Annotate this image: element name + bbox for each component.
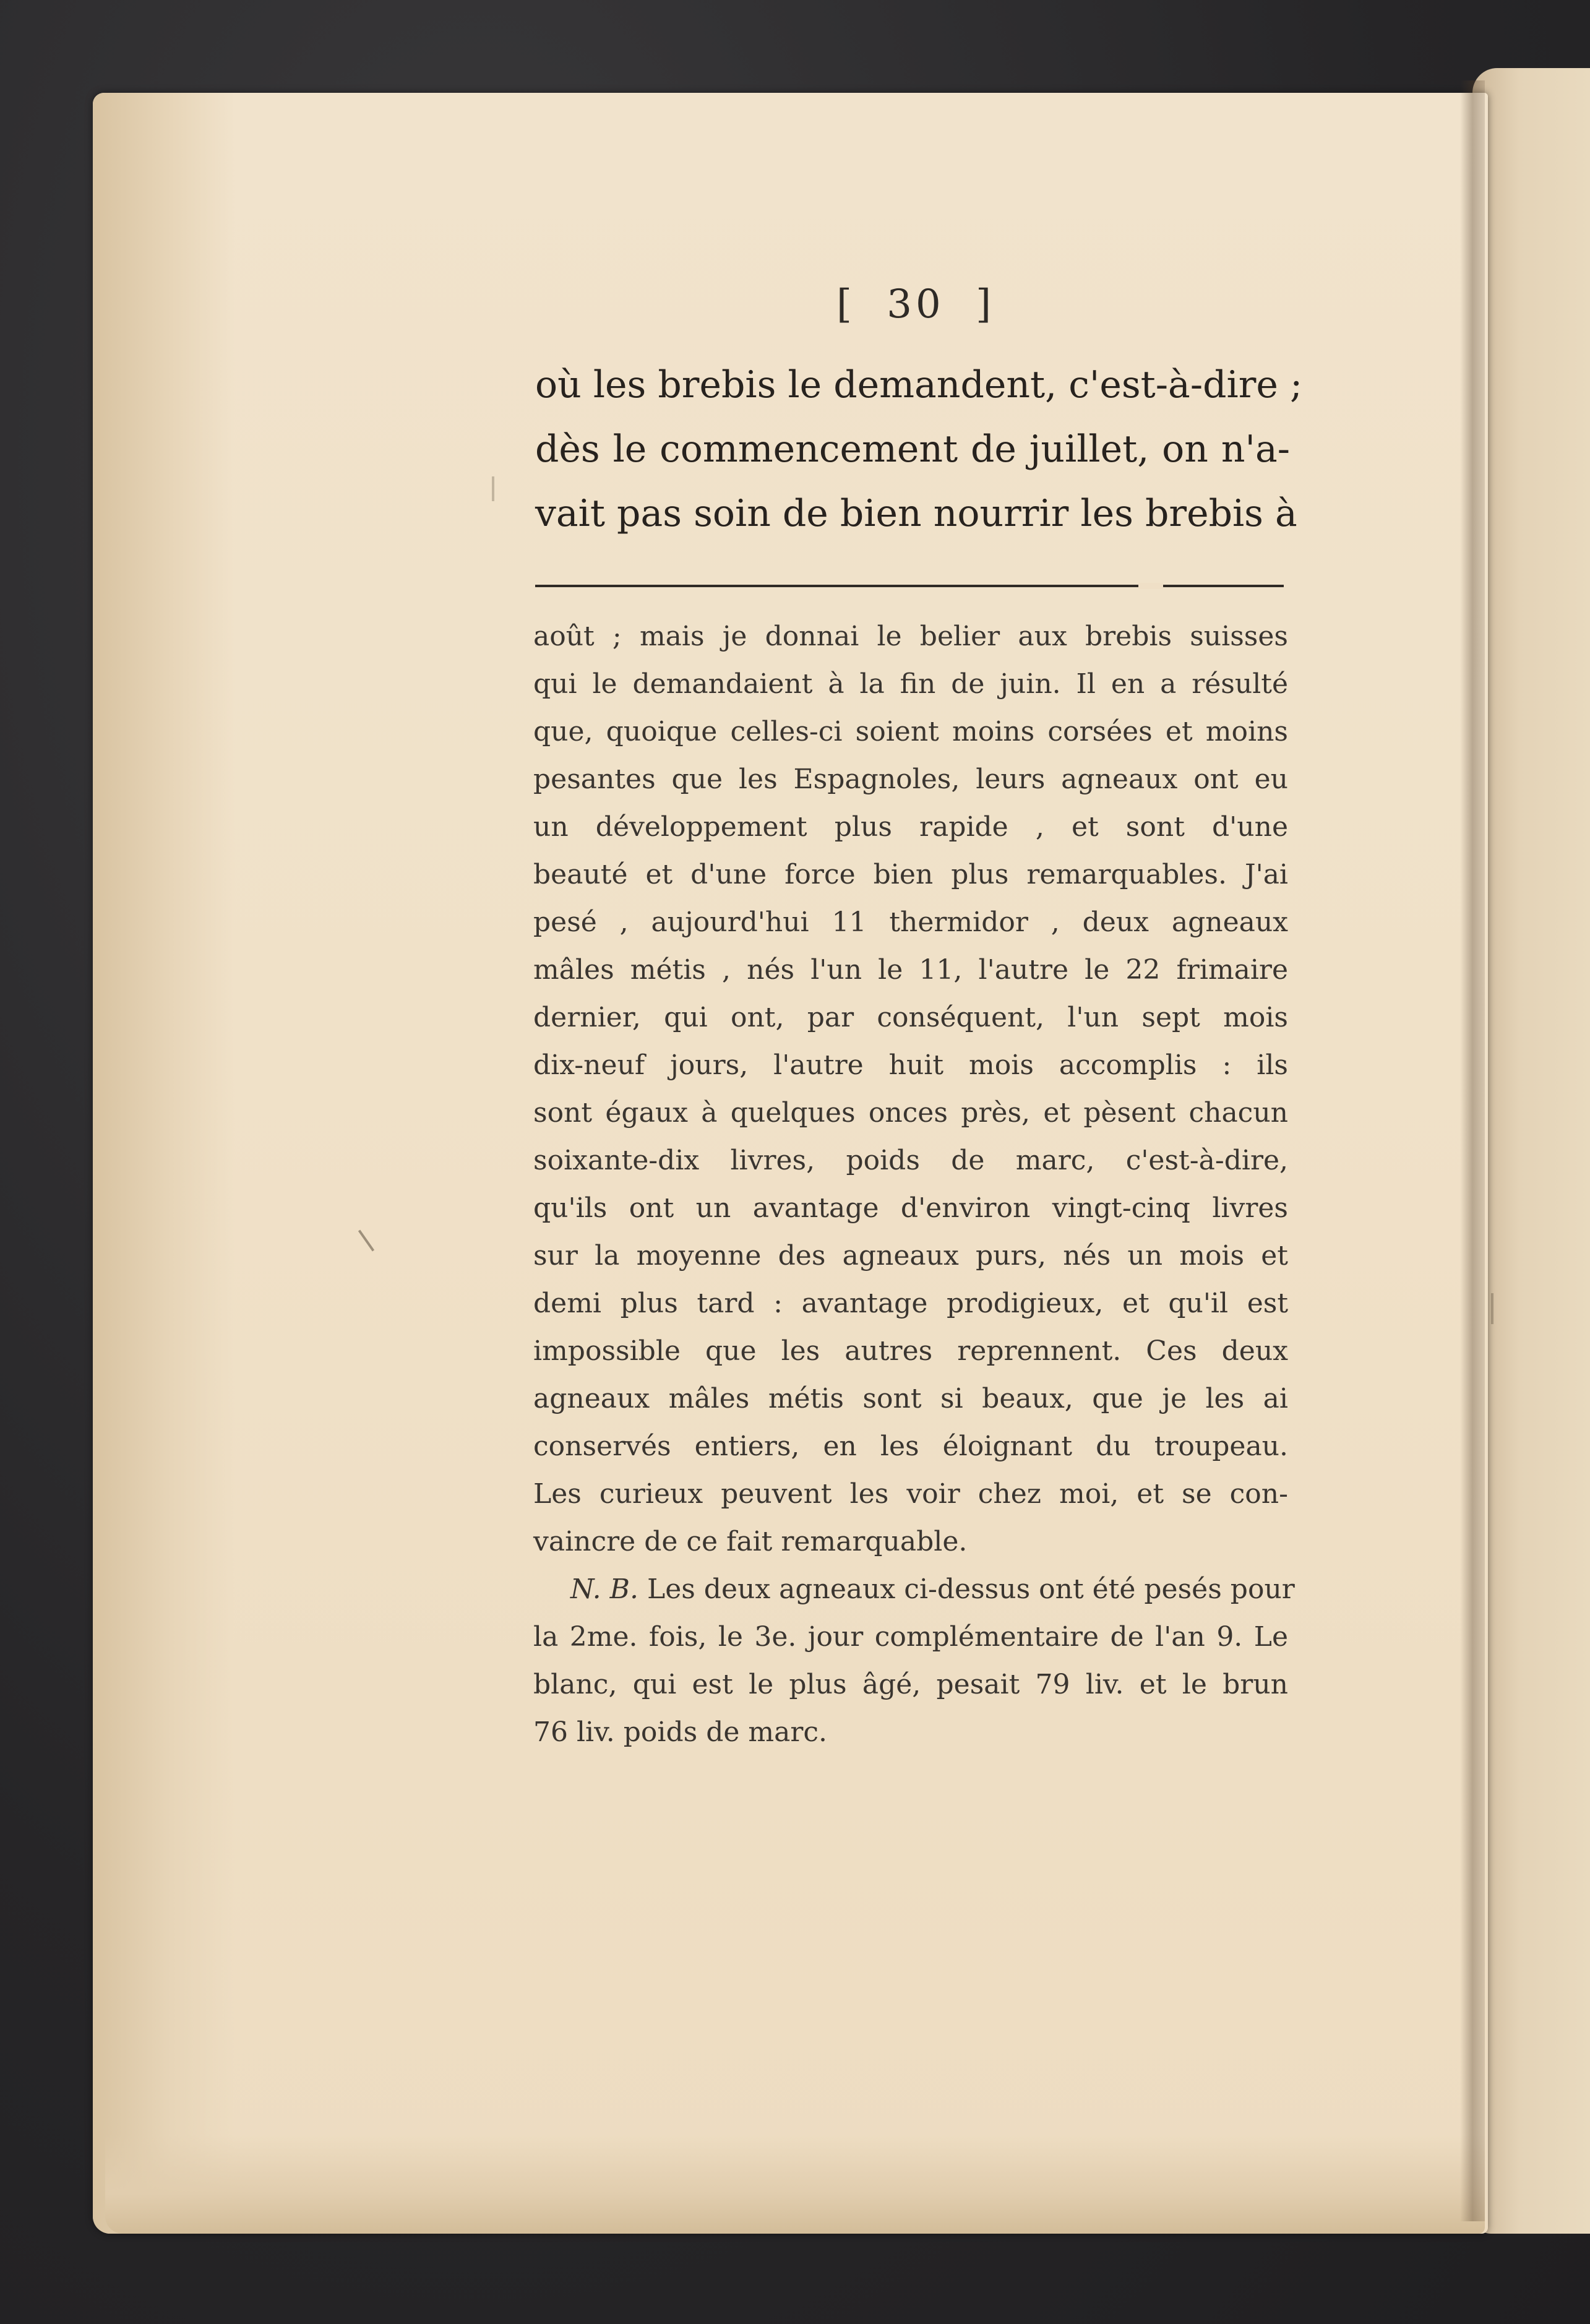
header-open-bracket: [: [836, 282, 856, 327]
gutter-shadow: [1460, 80, 1485, 2221]
nota-bene-line: blanc, qui est le plus âgé, pesait 79 liv. et le brun: [533, 1669, 1288, 1700]
body-text-line: impossible que les autres reprennent. Ces deux: [533, 1335, 1288, 1367]
body-text-line: dix-neuf jours, l'autre huit mois accomplis : ils: [533, 1049, 1288, 1081]
body-text-line: un développement plus rapide , et sont d'une: [533, 811, 1288, 843]
body-text-line: conservés entiers, en les éloignant du troupeau.: [533, 1431, 1288, 1462]
horizontal-rule: [535, 585, 1284, 587]
body-text-line: pesantes que les Espagnoles, leurs agneaux ont eu: [533, 764, 1288, 795]
large-text-line: dès le commencement de juillet, on n'a-: [535, 428, 1290, 471]
body-text-line: demi plus tard : avantage prodigieux, et qu'il est: [533, 1288, 1288, 1319]
nota-bene-label: N. B.: [570, 1573, 638, 1605]
nota-bene-line: [533, 1565, 1295, 1613]
large-text-block: [535, 353, 1303, 546]
page-left-edge: [93, 93, 235, 2234]
page-header: [798, 282, 1033, 350]
body-text-line: mâles métis , nés l'un le 11, l'autre le 22 frimaire: [533, 954, 1288, 986]
page-bottom-edge: [105, 2135, 1485, 2234]
body-text-line: vaincre de ce fait remarquable.: [533, 1526, 968, 1557]
body-text-line: qui le demandaient à la fin de juin. Il en a résulté: [533, 668, 1288, 700]
large-text-line: vait pas soin de bien nourrir les brebis à: [535, 492, 1297, 535]
body-text-line: sont égaux à quelques onces près, et pèsent chacun: [533, 1097, 1288, 1129]
body-text-line: beauté et d'une force bien plus remarquables. J'ai: [533, 859, 1288, 890]
body-text-line: dernier, qui ont, par conséquent, l'un sept mois: [533, 1002, 1288, 1033]
header-close-bracket: ]: [976, 282, 995, 327]
rule-gap: [1138, 583, 1163, 589]
paper-blemish: [1491, 1293, 1493, 1324]
nota-bene-line: la 2me. fois, le 3e. jour complémentaire de l'an 9. Le: [533, 1621, 1288, 1653]
body-text-line: que, quoique celles-ci soient moins corsées et moins: [533, 716, 1288, 747]
paper-blemish: [492, 476, 494, 501]
body-text-line: sur la moyenne des agneaux purs, nés un mois et: [533, 1240, 1288, 1272]
body-text-line: agneaux mâles métis sont si beaux, que je les ai: [533, 1383, 1288, 1414]
body-text-line: Les curieux peuvent les voir chez moi, et se con-: [533, 1478, 1288, 1510]
large-text-line: où les brebis le demandent, c'est-à-dire ;: [535, 363, 1303, 407]
nota-bene-text: Les deux agneaux ci-dessus ont été pesés pour: [647, 1573, 1295, 1605]
nota-bene-line: 76 liv. poids de marc.: [533, 1716, 827, 1748]
body-text-line: pesé , aujourd'hui 11 thermidor , deux agneaux: [533, 906, 1288, 938]
body-text-line: août ; mais je donnai le belier aux brebis suisses: [533, 621, 1288, 652]
body-text-line: soixante-dix livres, poids de marc, c'est-à-dire,: [533, 1145, 1288, 1176]
facing-page-edge: [1472, 68, 1590, 2234]
body-text-line: qu'ils ont un avantage d'environ vingt-cinq livres: [533, 1192, 1288, 1224]
body-text-block: [533, 613, 1295, 1756]
page-number: 30: [887, 282, 945, 327]
